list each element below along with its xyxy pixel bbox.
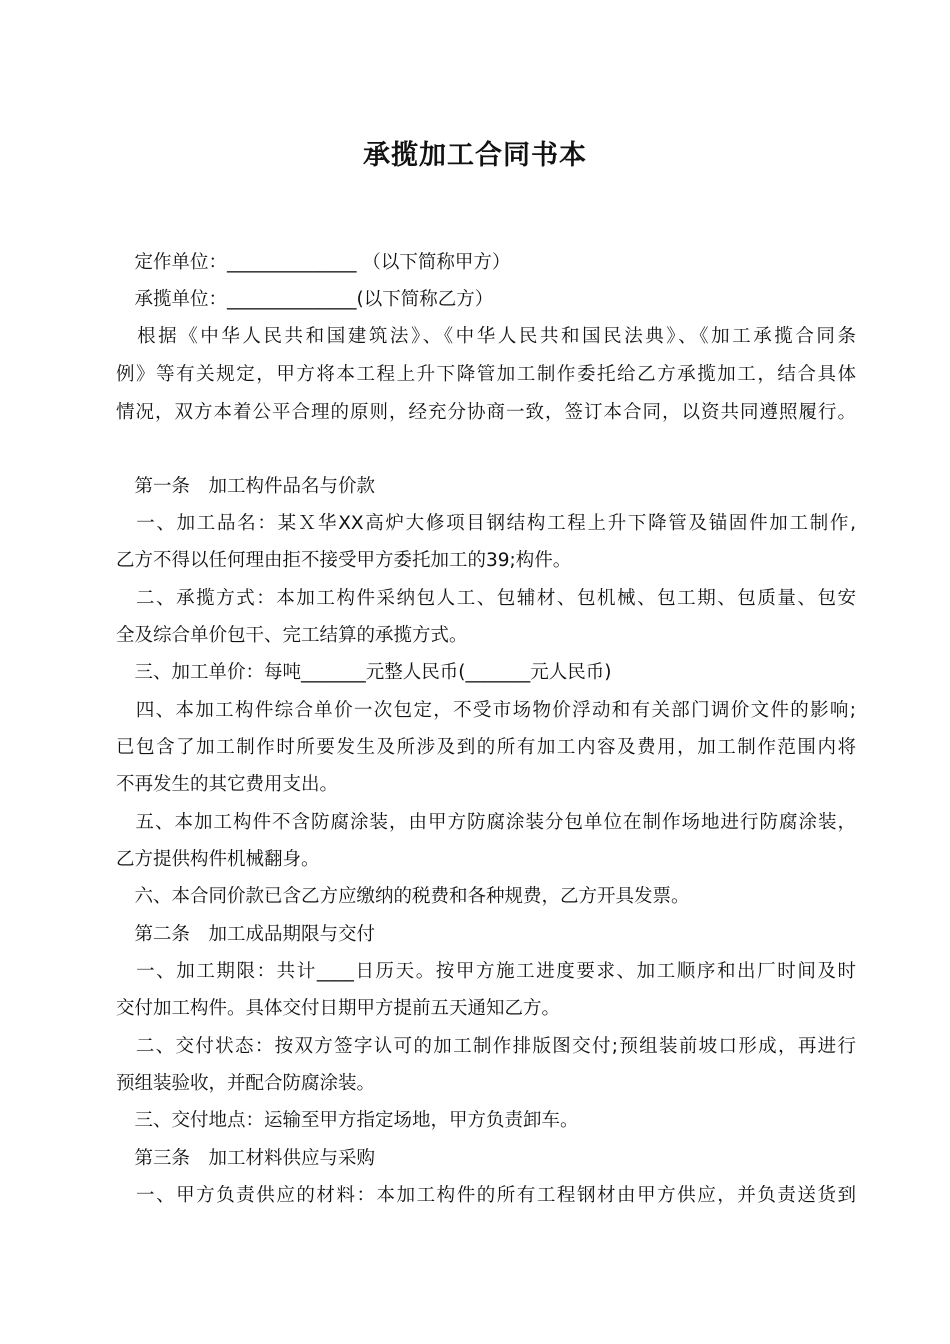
text-line: 三、交付地点：运输至甲方指定场地，甲方负责卸车。 (116, 1110, 579, 1131)
text-line: 预组装验收，并配合防腐涂装。 (116, 1073, 376, 1094)
text-line: 一、加工期限：共计____日历天。按甲方施工进度要求、加工顺序和出厂时间及时 (116, 961, 856, 982)
text-line: 乙方提供构件机械翻身。 (116, 849, 320, 870)
text-line: 四、本加工构件综合单价一次包定，不受市场物价浮动和有关部门调价文件的影响; (116, 700, 856, 721)
section-heading: 第二条 加工成品期限与交付 (116, 924, 376, 945)
section-heading: 第一条 加工构件品名与价款 (116, 476, 376, 497)
text-line: 二、交付状态：按双方签字认可的加工制作排版图交付;预组装前坡口形成，再进行 (116, 1036, 856, 1057)
text-line: 全及综合单价包干、完工结算的承揽方式。 (116, 625, 468, 646)
text-line: 一、加工品名：某Ｘ华XX高炉大修项目钢结构工程上升下降管及锚固件加工制作, (116, 513, 856, 534)
text-line: 承揽单位：______________(以下简称乙方） (116, 289, 494, 310)
text-line: 情况，双方本着公平合理的原则，经充分协商一致，签订本合同，以资共同遵照履行。 (116, 402, 856, 423)
text-line: 定作单位：______________ （以下简称甲方） (116, 252, 511, 273)
text-line: 不再发生的其它费用支出。 (116, 774, 339, 795)
document-title: 承揽加工合同书本 (363, 140, 587, 171)
text-line: 例》等有关规定，甲方将本工程上升下降管加工制作委托给乙方承揽加工，结合具体 (116, 364, 856, 385)
text-line: 一、甲方负责供应的材料：本加工构件的所有工程钢材由甲方供应，并负责送货到 (116, 1185, 856, 1206)
text-line: 五、本加工构件不含防腐涂装，由甲方防腐涂装分包单位在制作场地进行防腐涂装， (116, 812, 856, 833)
text-line: 交付加工构件。具体交付日期甲方提前五天通知乙方。 (116, 998, 561, 1019)
section-heading: 第三条 加工材料供应与采购 (116, 1148, 376, 1169)
text-line: 根据《中华人民共和国建筑法》、《中华人民共和国民法典》、《加工承揽合同条 (116, 326, 856, 347)
text-line: 乙方不得以任何理由拒不接受甲方委托加工的39;构件。 (116, 550, 572, 571)
text-line: 二、承揽方式：本加工构件采纳包人工、包辅材、包机械、包工期、包质量、包安 (116, 588, 856, 609)
text-line: 六、本合同价款已含乙方应缴纳的税费和各种规费，乙方开具发票。 (116, 886, 690, 907)
text-line: 已包含了加工制作时所要发生及所涉及到的所有加工内容及费用，加工制作范围内将 (116, 737, 856, 758)
text-line: 三、加工单价：每吨_______元整人民币(_______元人民币) (116, 662, 612, 683)
